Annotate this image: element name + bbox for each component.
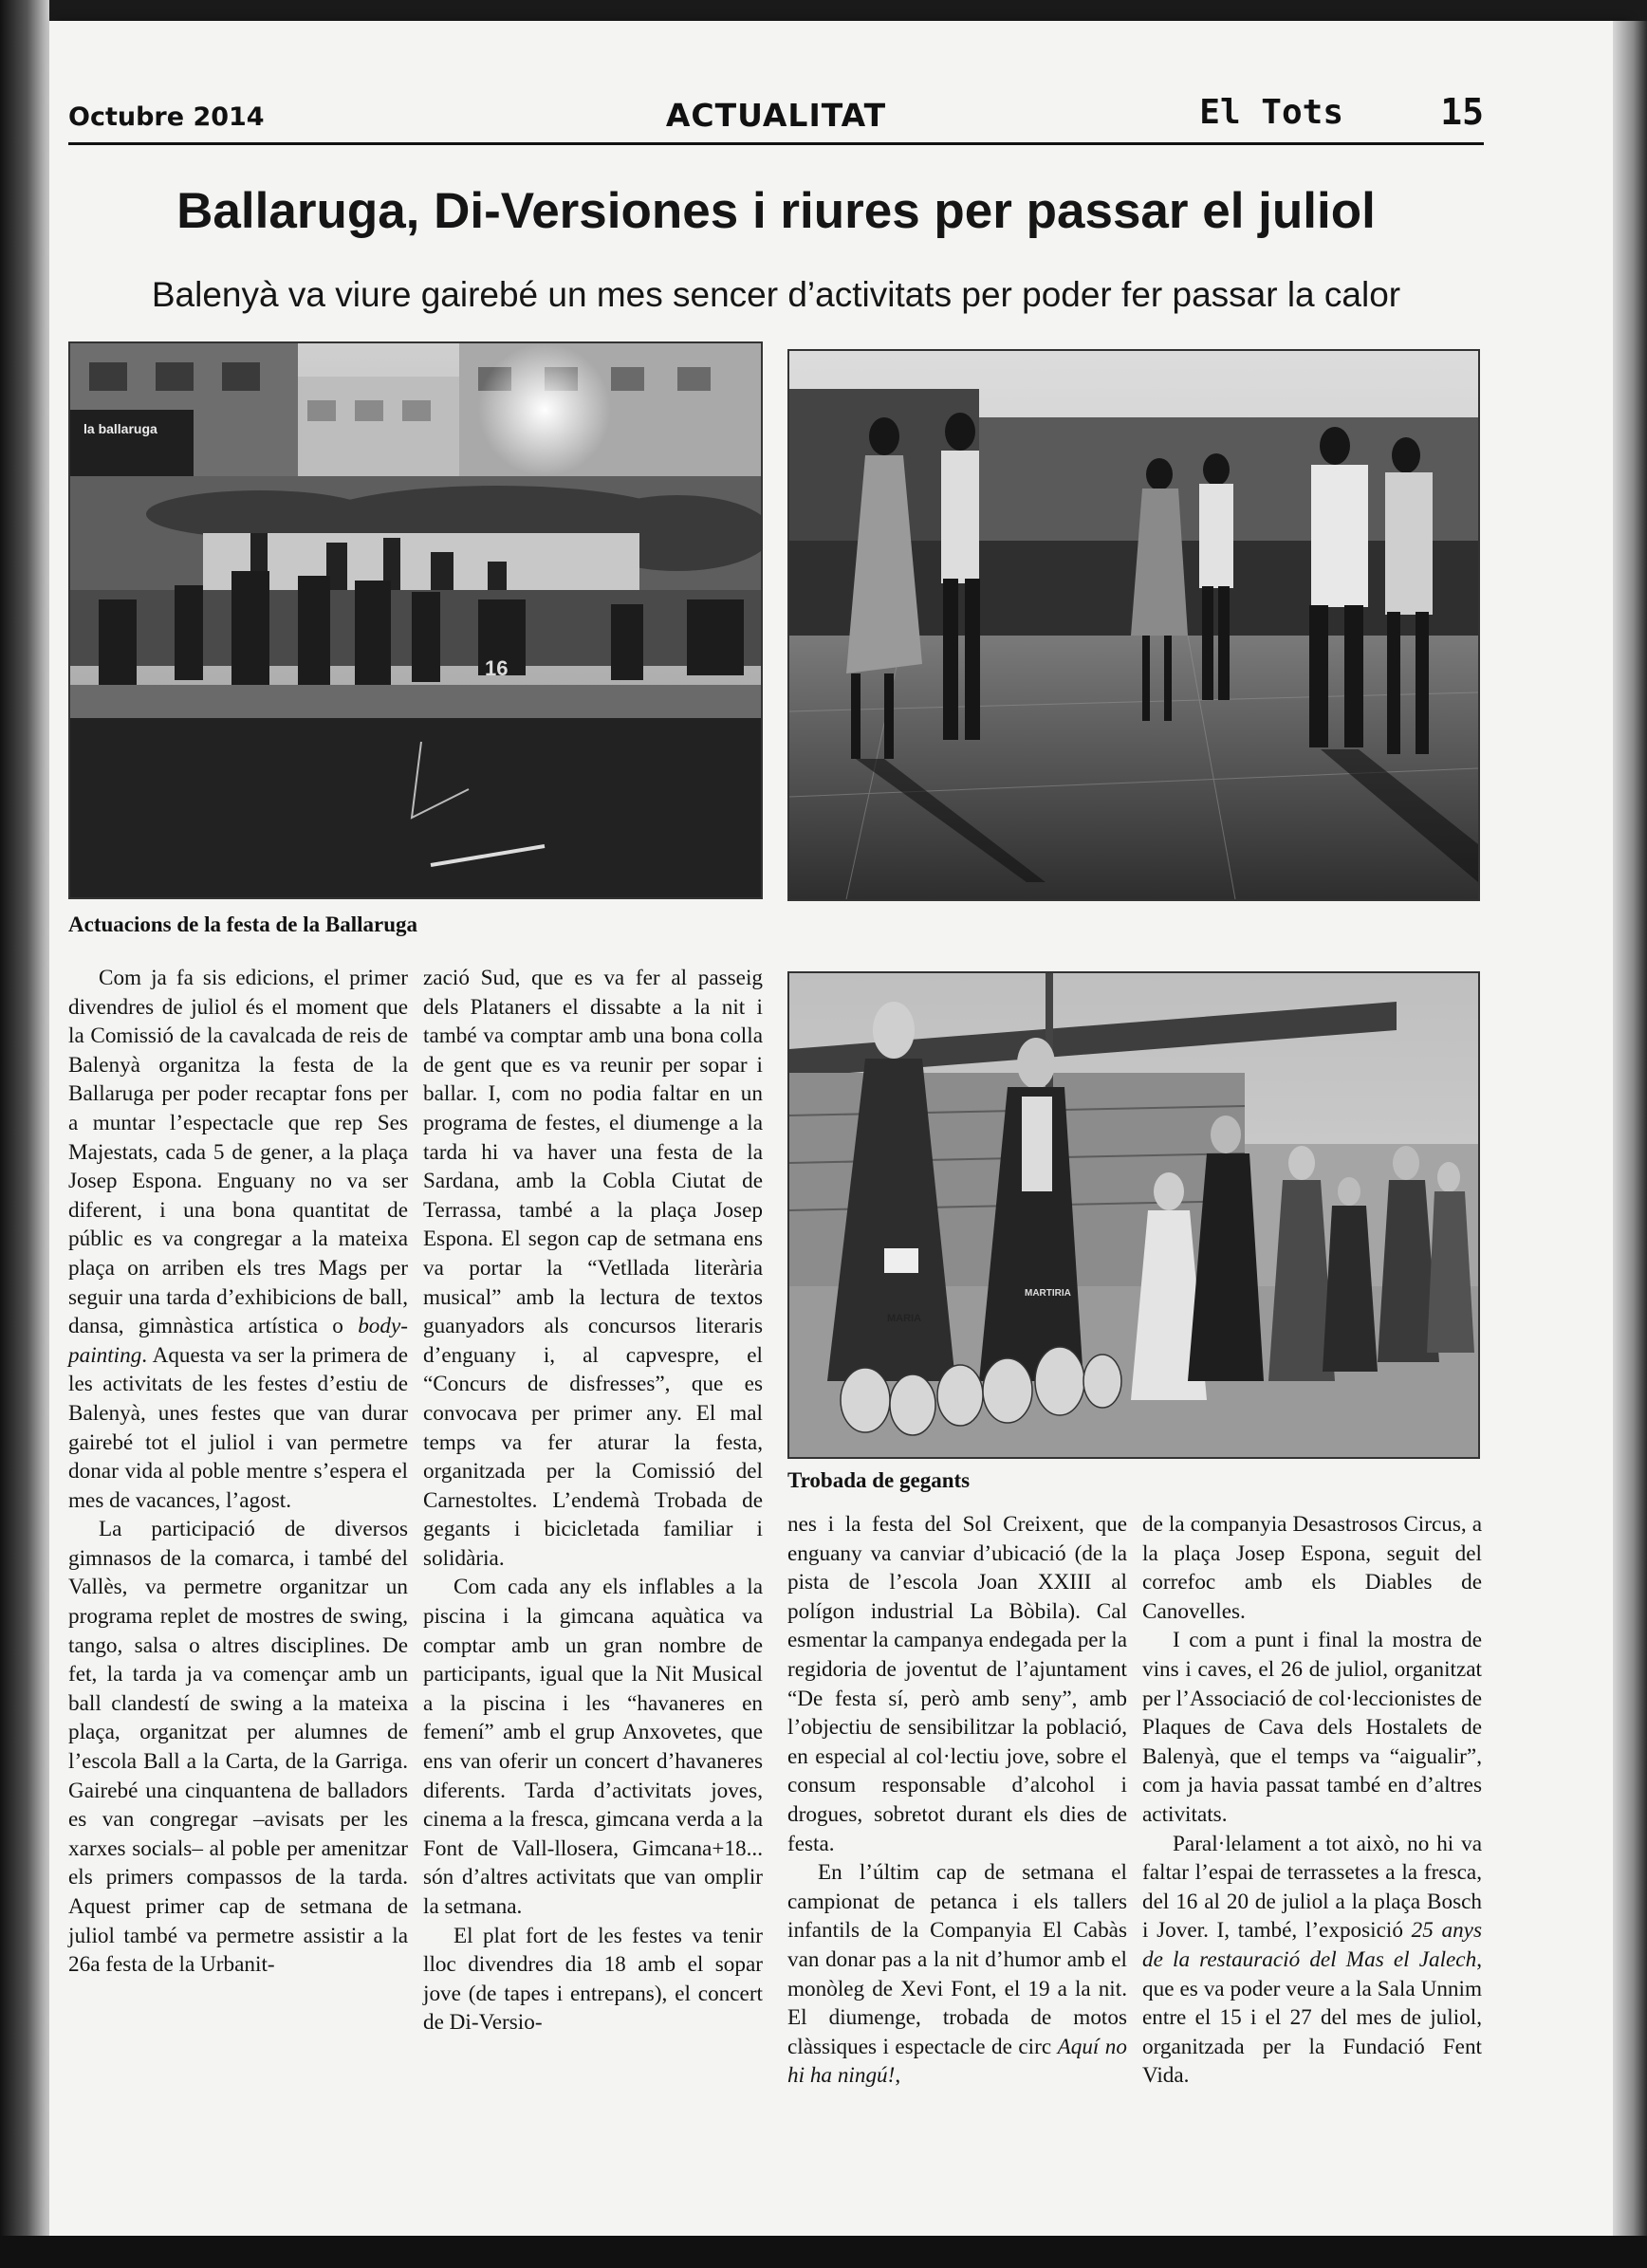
page-edge: [1613, 21, 1647, 2236]
article-column-1: [68, 964, 408, 1980]
article-paragraph: Com ja fa sis edicions, el primer divendres de juliol és el moment que la Comissió de la cavalcada de reis de Balenyà organitza la festa de la Ballaruga per poder recaptar fons per a muntar l’espectacle que rep Ses Majestats, cada 5 de gener, a la plaça Josep Espona. Enguany no va ser diferent, i una bona quantitat de públic es va congregar a la mateixa plaça on arriben els tres Mags per seguir una tarda d’exhibicions de ball, dansa, gimnàstica artística o body-painting. Aquesta va ser la primera de les activitats de les festes d’estiu de Balenyà, unes festes que van durar gairebé tot el juliol i van permetre donar vida al poble mentre s’espera el mes de vacances, l’agost.: [68, 966, 408, 1513]
article-paragraph: zació Sud, que es va fer al passeig dels Plataners el dissabte a la nit i també va comptar amb una bona colla de gent que es va reunir per sopar i ballar. I, com no podia faltar en un programa de festes, el diumenge a la tarda hi va haver una festa de la Sardana, amb la Cobla Ciutat de Terrassa, també a la plaça Josep Espona. El segon cap de setmana ens va portar la “Vetllada literària musical” amb la lectura de textos guanyadors als concursos literaris d’enguany i, al capvespre, el “Concurs de disfresses”, que es convocava per primer any. El mal temps va fer aturar la festa, organitzada per la Comissió del Carnestoltes. L’endemà Trobada de gegants i bicicletada familiar i solidària.: [423, 966, 763, 1571]
article-subtitle: Balenyà va viure gairebé un mes sencer d’activitats per poder fer passar la calor: [151, 275, 1401, 314]
page-header: [68, 68, 1484, 144]
article-title: Ballaruga, Di-Versiones i riures per passar el juliol: [176, 183, 1376, 239]
article-paragraph: Com cada any els inflables a la piscina i la gimcana aquàtica va comptar amb un gran nombre de participants, igual que la Nit Musical a la piscina i les “havaneres en femení” amb el grup Anxovetes, que ens van oferir un concert d’havaneres diferents. Tarda d’activitats joves, cinema a la fresca, gimcana verda a la Font de Vall-llosera, Gimcana+18... són d’altres activitats que van omplir la setmana.: [423, 1575, 763, 1919]
section-title: ACTUALITAT: [665, 97, 887, 134]
ballaruga-crowd-photo: [68, 341, 763, 899]
jersey-number: 16: [485, 656, 509, 680]
article-paragraph: El plat fort de les festes va tenir lloc divendres dia 18 amb el sopar jove (de tapes i entrepans), el concert de Di-Versio-: [423, 1923, 763, 2036]
article-paragraph: nes i la festa del Sol Creixent, que enguany va canviar d’ubicació (de la pista de l’escola Joan XXIII al polígon industrial La Bòbila). Cal esmentar la campanya endegada per la regidoria de joventut de l’ajuntament “De festa sí, però amb seny”, amb l’objectiu de sensibilitzar la població, en especial al col·lectiu jove, sobre el consum responsable d’alcohol i drogues, sobretot durant els dies de festa.: [787, 1512, 1127, 1856]
page-number: 15: [1440, 91, 1484, 133]
ballaruga-sign-text: la ballaruga: [83, 421, 157, 436]
article-paragraph: de la companyia Desastrosos Circus, a la plaça Josep Espona, seguit del correfoc amb els Diables de Canovelles.: [1142, 1512, 1482, 1624]
publication-name: El Tots: [1199, 93, 1343, 132]
giants-photo: [787, 971, 1480, 1459]
giant-name-badge-1: MARIA: [887, 1313, 922, 1324]
article-paragraph: En l’últim cap de setmana el campionat de petanca i els tallers infantils de la Companyia El Cabàs van donar pas a la nit d’humor amb el monòleg de Xevi Font, el 19 a la nit. El diumenge, trobada de motos clàssiques i espectacle de circ Aquí no hi ha ningú!,: [787, 1860, 1127, 2089]
scan-background: [0, 2236, 1647, 2268]
giant-name-badge-2: MARTIRIA: [1025, 1288, 1071, 1299]
dancers-photo: [787, 349, 1480, 901]
article-column-2: [423, 964, 763, 2038]
giants-photo-caption: Trobada de gegants: [787, 1468, 971, 1492]
issue-date: Octubre 2014: [68, 102, 265, 132]
article-column-4: [1142, 1510, 1482, 2091]
magazine-binding: [0, 0, 49, 2268]
article-paragraph: La participació de diversos gimnasos de la comarca, i també del Vallès, va permetre organitzar un programa replet de mostres de swing, tango, salsa o altres disciplines. De fet, la tarda ja va començar amb un ball clandestí de swing a la mateixa plaça, organitzat per alumnes de l’escola Ball a la Carta, de la Garriga. Gairebé una cinquantena de balladors es van congregar –avisats per les xarxes socials– al poble per amenitzar els primers compassos de la tarda. Aquest primer cap de setmana de juliol també va permetre assistir a la 26a festa de la Urbanit-: [68, 1517, 408, 1978]
article-paragraph: Paral·lelament a tot això, no hi va faltar l’espai de terrassetes a la fresca, del 16 al 20 de juliol a la plaça Bosch i Jover. I, també, l’exposició 25 anys de la restauració del Mas el Jalech, que es va poder veure a la Sala Unnim entre el 15 i el 27 del mes de juliol, organitzada per la Fundació Fent Vida.: [1142, 1831, 1482, 2089]
header-rule: [68, 142, 1484, 145]
article-column-3: [787, 1510, 1127, 2091]
article-paragraph: I com a punt i final la mostra de vins i caves, el 26 de juliol, organitzat per l’Associació de col·leccionistes de Plaques de Cava dels Hostalets de Balenyà, que el temps va “aigualir”, com ja havia passat també en d’altres activitats.: [1142, 1628, 1482, 1827]
ballaruga-photo-caption: Actuacions de la festa de la Ballaruga: [68, 913, 417, 936]
